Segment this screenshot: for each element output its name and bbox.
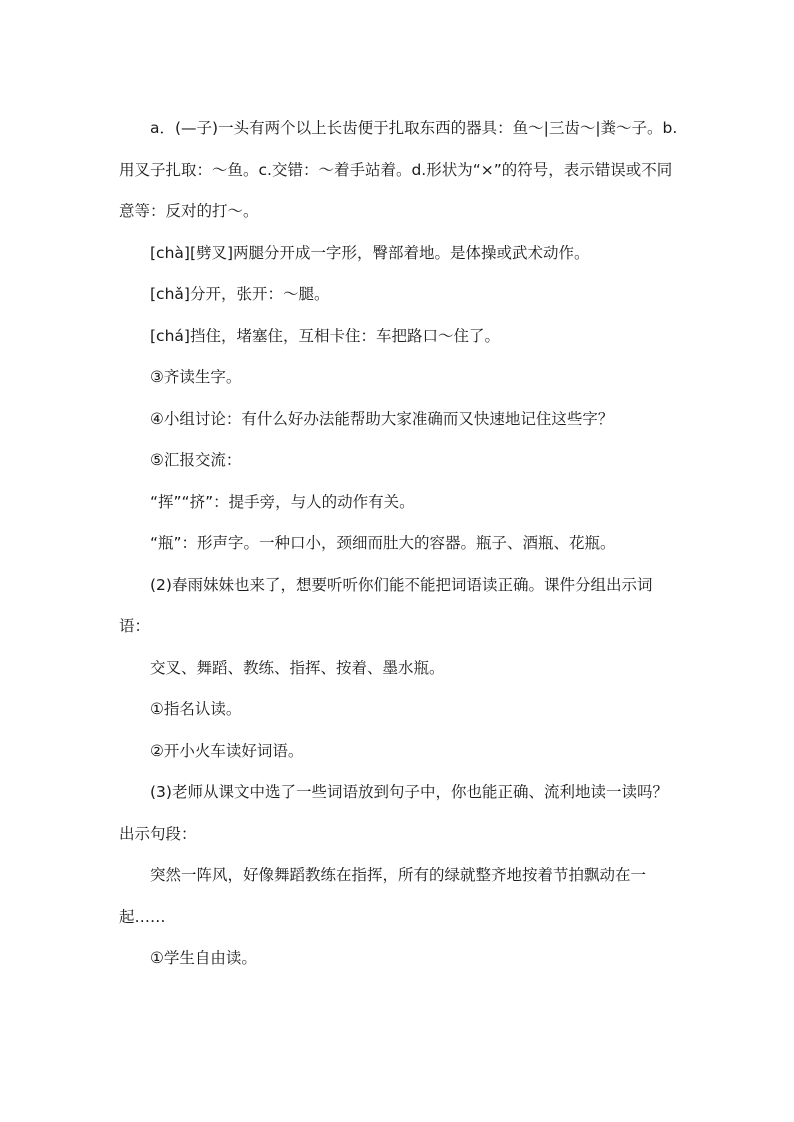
paragraph-step-name-reading: ①指名认读。 — [150, 700, 242, 718]
paragraph-section-3: (3)老师从课文中选了一些词语放到句子中，你也能正确、流利地读一读吗？出示句段： — [119, 783, 668, 843]
paragraph-section-2: (2)春雨妹妹也来了，想要听听你们能不能把词语读正确。课件分组出示词语： — [119, 575, 653, 635]
paragraph-sentence-excerpt: 突然一阵风，好像舞蹈教练在指挥，所有的绿就整齐地按着节拍飘动在一起…… — [119, 866, 647, 926]
paragraph-definition-cha-split: [chà][劈叉]两腿分开成一字形，臀部着地。是体操或武术动作。 — [150, 243, 590, 262]
paragraph-step-read-together: ③齐读生字。 — [150, 368, 242, 386]
paragraph-step-free-reading: ①学生自由读。 — [150, 949, 257, 967]
paragraph-ping: “瓶”：形声字。一种口小，颈细而肚大的容器。瓶子、酒瓶、花瓶。 — [150, 534, 616, 552]
paragraph-step-train-reading: ②开小火车读好词语。 — [150, 741, 304, 760]
paragraph-definition-cha-open: [chǎ]分开，张开：～腿。 — [150, 285, 330, 303]
paragraph-word-list: 交叉、舞蹈、教练、指挥、按着、墨水瓶。 — [150, 658, 445, 677]
paragraph-definition-cha-block: [chá]挡住，堵塞住，互相卡住：车把路口～住了。 — [150, 326, 500, 345]
paragraph-definition-cha-fork: a．(—子)一头有两个以上长齿便于扎取东西的器具：鱼～|三齿～|粪～子。b.用叉子扎取：～鱼。c.交错：～着手站着。d.形状为“×”的符号，表示错误或不同意等：反对的打～。 — [119, 119, 678, 220]
paragraph-step-group-discussion: ④小组讨论：有什么好办法能帮助大家准确而又快速地记住这些字？ — [150, 409, 614, 428]
paragraph-step-report: ⑤汇报交流： — [150, 451, 242, 469]
document-body — [119, 108, 679, 980]
paragraph-hui-ji: “挥”“挤”：提手旁，与人的动作有关。 — [150, 492, 415, 511]
